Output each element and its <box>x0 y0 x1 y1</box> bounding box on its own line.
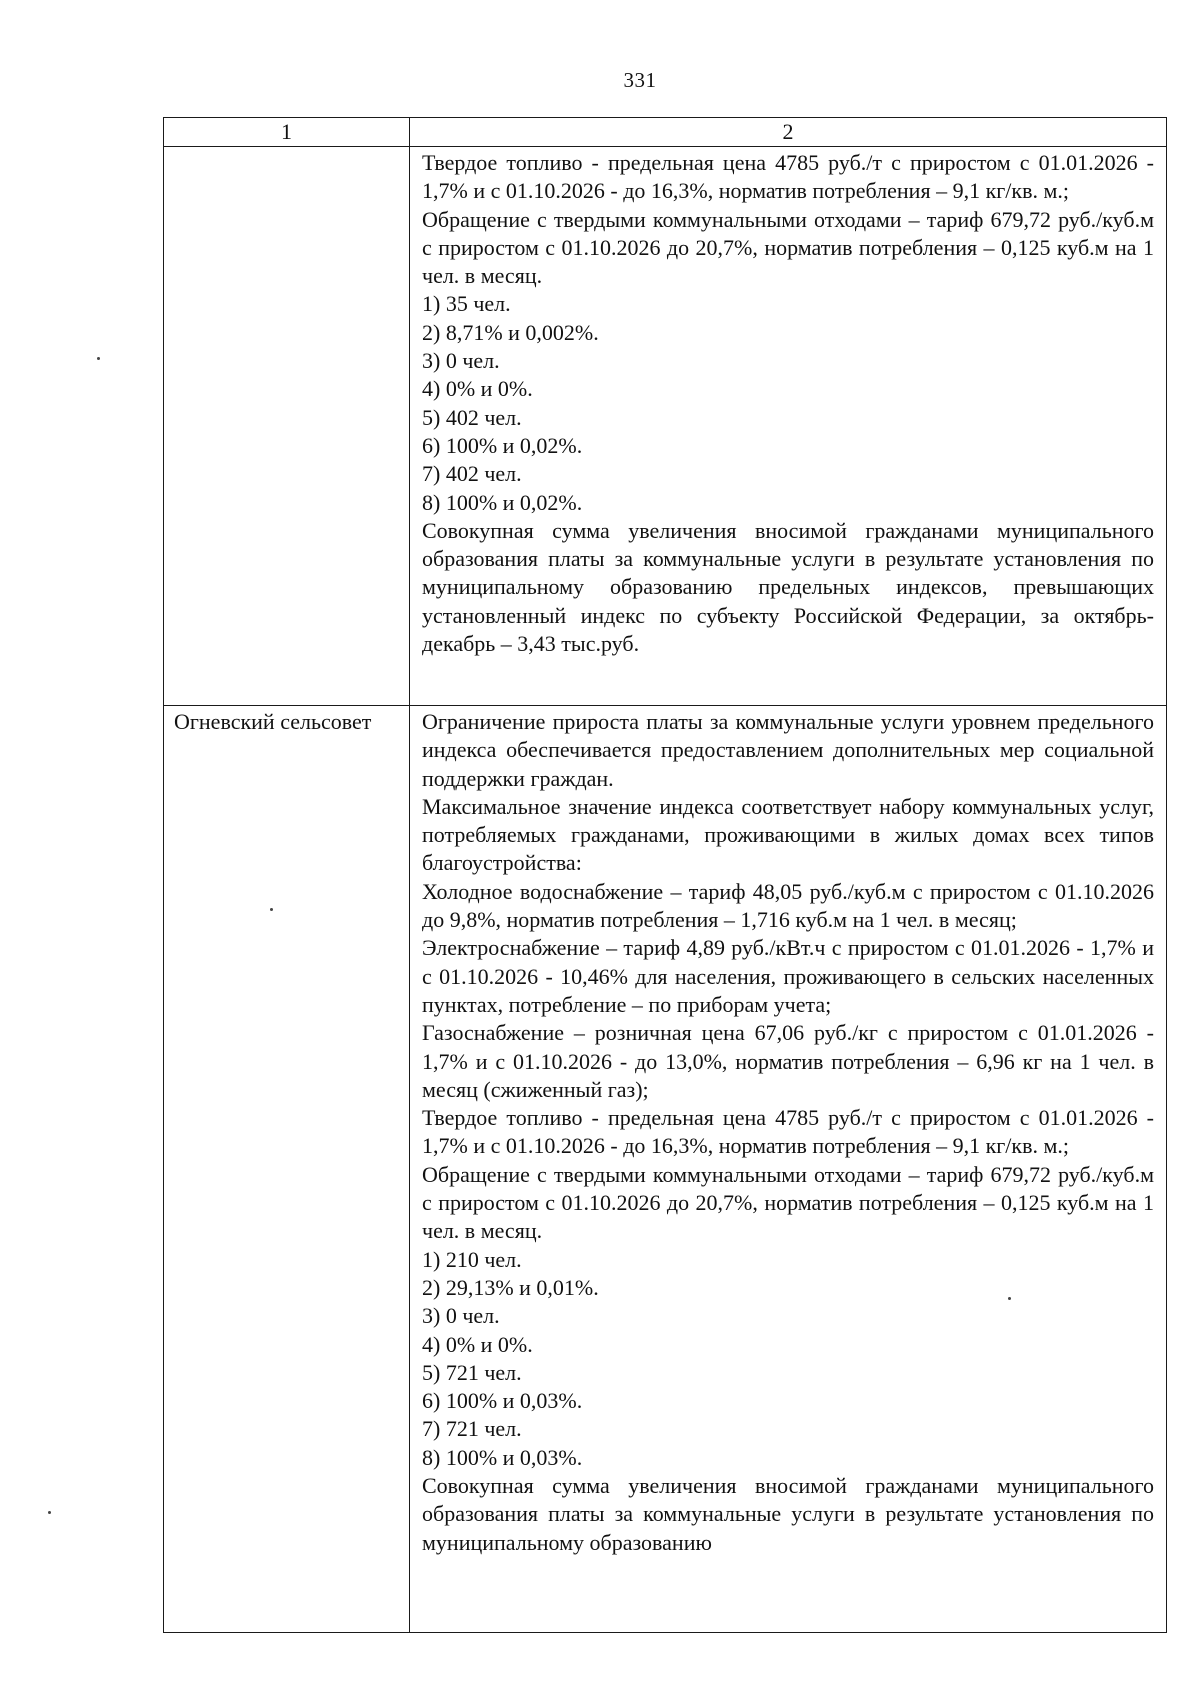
list-item: 1) 210 чел. <box>422 1246 522 1272</box>
list-item: 7) 402 чел. <box>422 461 522 487</box>
list-item: 4) 0% и 0%. <box>422 1331 533 1357</box>
scan-speck <box>1008 1297 1011 1300</box>
description-cell <box>410 706 1167 1633</box>
paragraph: Твердое топливо - предельная цена 4785 руб./т с приростом с 01.01.2026 - 1,7% и с 01.10.2026 - до 16,3%, норматив потребления – 9,1 кг/кв. м.; <box>422 1105 1154 1159</box>
list-item: 8) 100% и 0,02%. <box>422 489 583 515</box>
column-header-1: 1 <box>164 118 410 147</box>
paragraph: Совокупная сумма увеличения вносимой гражданами муниципального образования платы за коммунальные услуги в результате установления по муниципальному образованию <box>422 1473 1154 1555</box>
list-item: 1) 35 чел. <box>422 291 511 317</box>
list-item: 5) 721 чел. <box>422 1359 522 1385</box>
paragraph: Ограничение прироста платы за коммунальные услуги уровнем предельного индекса обеспечивается предоставлением дополнительных мер социальной поддержки граждан. <box>422 709 1154 791</box>
data-table <box>163 117 1167 1633</box>
table-row <box>164 706 1167 1633</box>
list-item: 8) 100% и 0,03%. <box>422 1444 583 1470</box>
paragraph: Обращение с твердыми коммунальными отходами – тариф 679,72 руб./куб.м с приростом с 01.10.2026 до 20,7%, норматив потребления – 0,125 куб.м на 1 чел. в месяц. <box>422 206 1154 289</box>
scan-speck <box>48 1511 51 1514</box>
table-header-row <box>164 118 1167 147</box>
paragraph: Обращение с твердыми коммунальными отходами – тариф 679,72 руб./куб.м с приростом с 01.10.2026 до 20,7%, норматив потребления – 0,125 куб.м на 1 чел. в месяц. <box>422 1161 1154 1244</box>
paragraph: Совокупная сумма увеличения вносимой гражданами муниципального образования платы за коммунальные услуги в результате установления по муниципальному образованию предельных индексов, превышающих установленный индекс по субъекту Российской Федерации, за октябрь-декабрь – 3,43 тыс.руб. <box>422 517 1154 657</box>
paragraph: Газоснабжение – розничная цена 67,06 руб./кг с приростом с 01.01.2026 - 1,7% и с 01.10.2026 - до 13,0%, норматив потребления – 6,96 кг на 1 чел. в месяц (сжиженный газ); <box>422 1020 1154 1102</box>
list-item: 3) 0 чел. <box>422 348 500 374</box>
scan-speck <box>270 908 273 911</box>
paragraph: Максимальное значение индекса соответствует набору коммунальных услуг, потребляемых гражданами, проживающими в жилых домах всех типов благоустройства: <box>422 793 1154 876</box>
list-item: 6) 100% и 0,03%. <box>422 1388 583 1414</box>
list-item: 7) 721 чел. <box>422 1416 522 1442</box>
paragraph: Твердое топливо - предельная цена 4785 руб./т с приростом с 01.01.2026 - 1,7% и с 01.10.2026 - до 16,3%, норматив потребления – 9,1 кг/кв. м.; <box>422 150 1154 204</box>
list-item: 6) 100% и 0,02%. <box>422 432 583 458</box>
list-item: 2) 8,71% и 0,002%. <box>422 319 599 345</box>
page-number: 331 <box>623 68 657 92</box>
list-item: 2) 29,13% и 0,01%. <box>422 1274 599 1300</box>
municipality-name-cell <box>164 147 410 706</box>
description-cell <box>410 147 1167 706</box>
paragraph: Холодное водоснабжение – тариф 48,05 руб./куб.м с приростом с 01.10.2026 до 9,8%, норматив потребления – 1,716 куб.м на 1 чел. в месяц; <box>422 878 1154 933</box>
paragraph: Электроснабжение – тариф 4,89 руб./кВт.ч с приростом с 01.01.2026 - 1,7% и с 01.10.2026 - 10,46% для населения, проживающего в сельских населенных пунктах, потребление – по приборам учета; <box>422 935 1154 1017</box>
list-item: 5) 402 чел. <box>422 404 522 430</box>
scan-speck <box>97 357 100 360</box>
list-item: 3) 0 чел. <box>422 1303 500 1329</box>
column-header-2: 2 <box>410 118 1167 147</box>
table-row <box>164 147 1167 706</box>
list-item: 4) 0% и 0%. <box>422 376 533 402</box>
municipality-name-cell: Огневский сельсовет <box>164 706 410 1633</box>
